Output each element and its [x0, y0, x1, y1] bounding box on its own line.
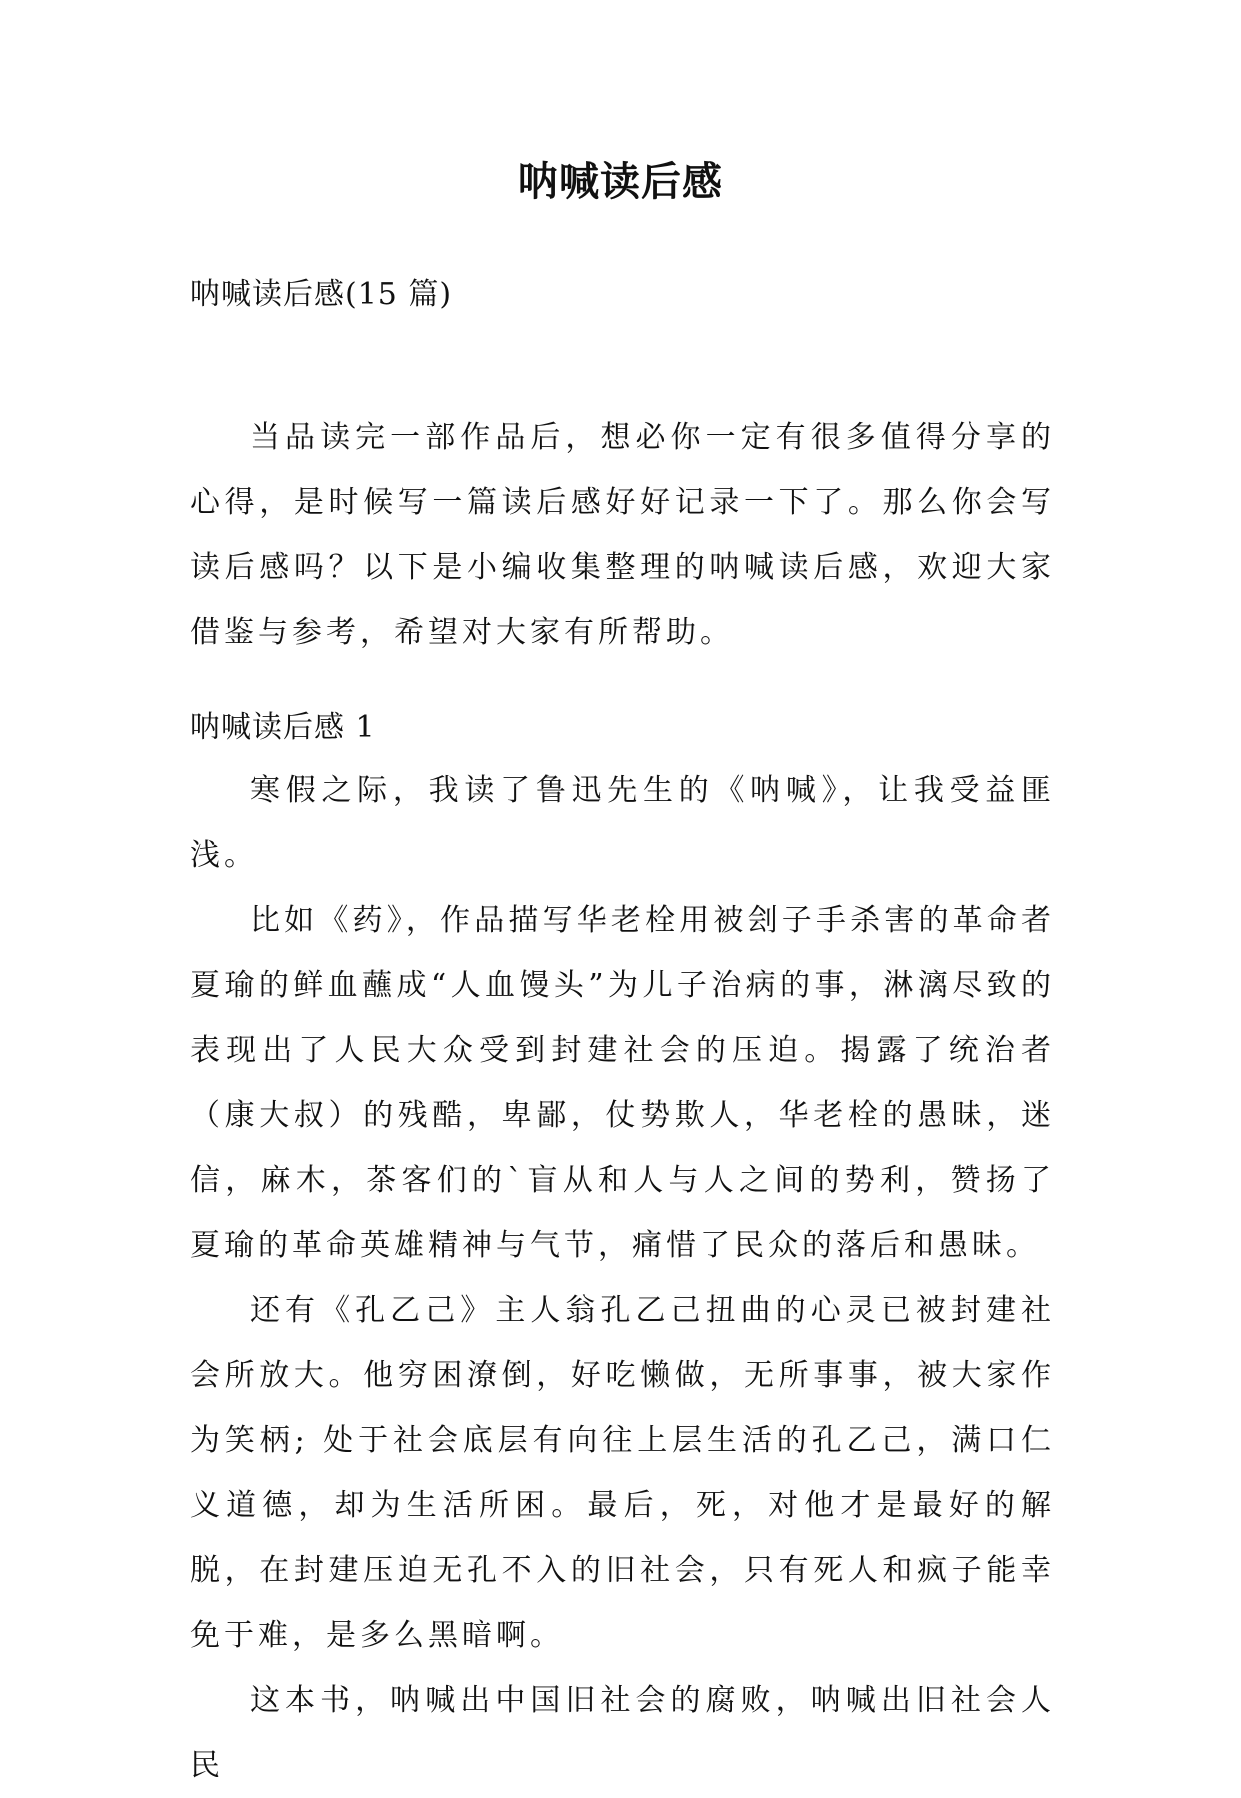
- paragraph: 还有《孔乙己》主人翁孔乙己扭曲的心灵已被封建社会所放大。他穷困潦倒，好吃懒做，无所事事，被大家作为笑柄; 处于社会底层有向往上层生活的孔乙己，满口仁义道德，却为生活所困。最后，死，对他才是最好的解脱，在封建压迫无孔不入的旧社会，只有死人和疯子能幸免于难，是多么黑暗啊。: [190, 1293, 1055, 1653]
- paragraph: 比如《药》，作品描写华老栓用被刽子手杀害的革命者夏瑜的鲜血蘸成“人血馒头”为儿子治病的事，淋漓尽致的表现出了人民大众受到封建社会的压迫。揭露了统治者（康大叔）的残酷，卑鄙，仗势欺人，华老栓的愚昧，迷信，麻木，茶客们的`盲从和人与人之间的势利，赞扬了夏瑜的革命英雄精神与气节，痛惜了民众的落后和愚昧。: [190, 903, 1055, 1263]
- section-content: [190, 758, 1055, 1798]
- paragraph: 这本书，呐喊出中国旧社会的腐败，呐喊出旧社会人民: [190, 1683, 1055, 1783]
- section-heading: 呐喊读后感 1: [190, 710, 376, 745]
- document-title: 呐喊读后感: [518, 159, 723, 205]
- paragraph: 寒假之际，我读了鲁迅先生的《呐喊》，让我受益匪浅。: [190, 773, 1055, 873]
- document-subtitle: 呐喊读后感(15 篇): [190, 277, 453, 312]
- intro-paragraph: 当品读完一部作品后，想必你一定有很多值得分享的心得，是时候写一篇读后感好好记录一下了。那么你会写读后感吗？以下是小编收集整理的呐喊读后感，欢迎大家借鉴与参考，希望对大家有所帮助。: [190, 420, 1055, 650]
